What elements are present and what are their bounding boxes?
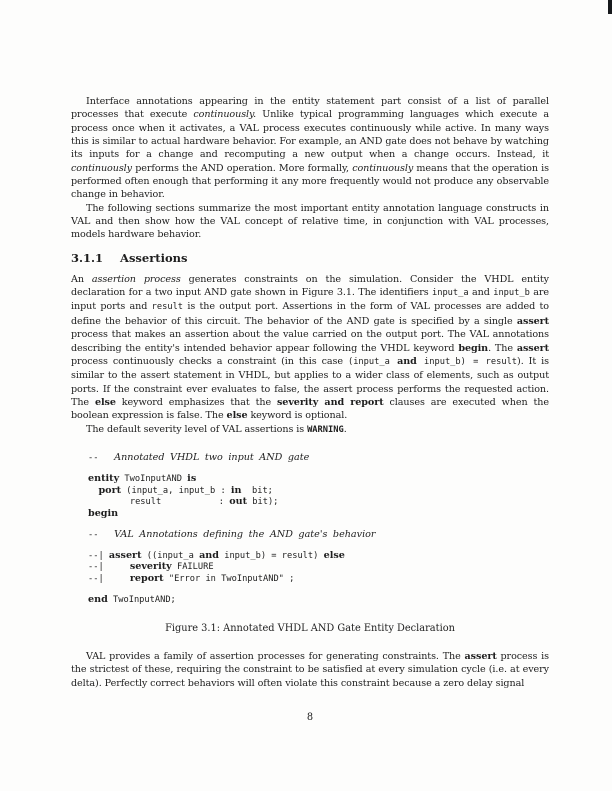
paragraph-following-sections bbox=[71, 202, 549, 242]
page-content bbox=[71, 95, 549, 690]
text-segment: are input ports and bbox=[71, 287, 549, 313]
code-line bbox=[88, 452, 549, 464]
text-segment: VAL provides a family of assertion processes for generating constraints. The bbox=[86, 650, 465, 662]
text-segment: performs the AND operation. More formally, bbox=[132, 162, 353, 174]
text-segment: result bbox=[151, 302, 184, 313]
text-segment: continuously. bbox=[193, 109, 257, 121]
text-segment: bit); bbox=[247, 497, 279, 508]
code-blank-line bbox=[88, 585, 549, 594]
text-segment bbox=[88, 486, 98, 496]
text-segment: keyword is optional. bbox=[247, 410, 348, 422]
text-segment: end bbox=[88, 594, 108, 606]
text-segment: entity bbox=[88, 472, 120, 484]
section-heading-assertions bbox=[71, 251, 549, 266]
code-line bbox=[88, 496, 549, 508]
text-segment: keyword emphasizes that the bbox=[115, 396, 277, 408]
text-segment: . bbox=[343, 423, 347, 435]
text-segment: process is the strictest of these, requiring the constraint to be satisfied at every simulation cycle (i.e. at every delta). Perfectly correct behaviors will often violate this constraint because a zero delay signal bbox=[71, 650, 549, 689]
page-number: 8 bbox=[306, 712, 314, 723]
text-segment: -- bbox=[88, 529, 115, 540]
text-segment: "Error in TwoInputAND" ; bbox=[163, 574, 295, 585]
text-segment: else bbox=[94, 396, 116, 408]
text-segment: bit; bbox=[241, 485, 273, 496]
code-line bbox=[88, 573, 549, 585]
code-blank-line bbox=[88, 520, 549, 529]
text-segment: The following sections summarize the most important entity annotation language constructs in VAL and then show how the VAL concept of relative time, in conjunction with VAL processes, models hardware behavior. bbox=[71, 202, 549, 241]
text-segment: out bbox=[229, 496, 248, 508]
text-segment: assert bbox=[516, 315, 549, 327]
text-segment: (input_a bbox=[347, 356, 398, 367]
text-segment: generates constraints on the simulation. Consider the VHDL entity declaration for a two input AND gate shown in Figure 3.1. The identifiers bbox=[71, 273, 549, 299]
code-line bbox=[88, 508, 549, 520]
paragraph-val-assertion-family bbox=[71, 650, 549, 690]
text-segment: else bbox=[226, 410, 248, 422]
text-segment: Unlike typical programming languages which execute a process once when it activates, a VAL process executes continuously while active. In many ways this is similar to actual hardware behavior. For example, an AND gate does not behave by watching its inputs for a change and recomputing a new output when a change occurs. Instead, it bbox=[71, 109, 549, 161]
text-segment: ((input_a bbox=[141, 550, 200, 561]
code-line bbox=[88, 485, 549, 497]
figure-caption: Figure 3.1: Annotated VHDL AND Gate Entity Declaration bbox=[165, 622, 455, 634]
text-segment: means that the operation is performed often enough that performing it any more frequently would not produce any observable change in behavior. bbox=[71, 162, 549, 201]
code-line bbox=[88, 561, 549, 573]
text-segment: process continuously checks a constraint (in this case bbox=[71, 355, 348, 367]
text-segment: continuously bbox=[71, 162, 133, 174]
code-blank-line bbox=[88, 464, 549, 473]
text-segment: FAILURE bbox=[171, 562, 214, 573]
text-segment: input_b) = result) bbox=[218, 550, 324, 561]
text-segment: clauses are executed when the boolean expression is false. The bbox=[71, 396, 549, 422]
text-segment: severity bbox=[129, 561, 172, 573]
text-segment: The default severity level of VAL assertions is bbox=[86, 423, 308, 435]
text-segment: report bbox=[129, 573, 164, 585]
text-segment: in bbox=[230, 484, 242, 496]
text-segment: begin bbox=[88, 508, 119, 520]
text-segment: severity and report bbox=[276, 396, 384, 408]
text-segment: result : bbox=[88, 497, 230, 508]
code-line bbox=[88, 473, 549, 485]
code-blank-line bbox=[88, 541, 549, 550]
text-segment: input_b bbox=[493, 288, 530, 299]
text-segment: TwoInputAND; bbox=[107, 595, 176, 606]
text-segment: port bbox=[98, 484, 122, 496]
text-segment: process that makes an assertion about the value carried on the output port. The VAL annotations describing the entity's intended behavior appear following the VHDL keyword bbox=[71, 329, 549, 354]
text-segment: Interface annotations appearing in the entity statement part consist of a list of parallel processes that execute bbox=[71, 96, 549, 121]
section-title: Assertions bbox=[120, 250, 188, 265]
text-segment: assert bbox=[464, 650, 497, 662]
text-segment: is bbox=[187, 472, 197, 484]
text-segment: --| bbox=[88, 550, 109, 561]
paragraph-default-severity bbox=[71, 423, 549, 437]
paragraph-interface-annotations bbox=[71, 95, 549, 202]
text-segment: assert bbox=[108, 549, 142, 561]
text-segment: ). It is similar to the assert statement in VHDL, but applies to a wider class of elements, such as output ports. If the constraint ever evaluates to false, the assert process performs the requested action. The bbox=[71, 355, 549, 408]
text-segment: TwoInputAND bbox=[119, 473, 188, 484]
text-segment: continuously bbox=[352, 162, 414, 174]
text-segment: assertion process bbox=[91, 273, 181, 285]
text-segment: and bbox=[199, 549, 219, 561]
text-segment: -- bbox=[88, 452, 115, 463]
text-segment: VAL Annotations defining the AND gate's behavior bbox=[114, 528, 376, 540]
code-line bbox=[88, 594, 549, 606]
scan-artifact-mark bbox=[608, 0, 612, 14]
code-line bbox=[88, 550, 549, 562]
code-listing-vhdl-and-gate bbox=[88, 452, 549, 606]
text-segment: --| bbox=[88, 574, 130, 585]
text-segment: (input_a, input_b : bbox=[121, 485, 231, 496]
text-segment: and bbox=[397, 355, 417, 367]
code-line bbox=[88, 529, 549, 541]
text-segment: is the output port. Assertions in the form of VAL processes are added to define the behavior of this circuit. The behavior of the AND gate is specified by a single bbox=[71, 301, 549, 327]
text-segment: else bbox=[323, 549, 345, 561]
text-segment: assert bbox=[516, 342, 549, 354]
text-segment: input_b) = result bbox=[416, 356, 518, 367]
text-segment: input_a bbox=[431, 288, 469, 299]
text-segment: WARNING bbox=[307, 424, 344, 435]
text-segment: begin bbox=[458, 342, 489, 354]
text-segment: --| bbox=[88, 562, 130, 573]
text-segment: An bbox=[71, 273, 92, 285]
text-segment: Annotated VHDL two input AND gate bbox=[114, 451, 310, 463]
text-segment: . The bbox=[488, 342, 517, 354]
text-segment: and bbox=[468, 287, 494, 299]
section-number: 3.1.1 bbox=[71, 250, 104, 265]
paragraph-assertion-process bbox=[71, 273, 549, 423]
